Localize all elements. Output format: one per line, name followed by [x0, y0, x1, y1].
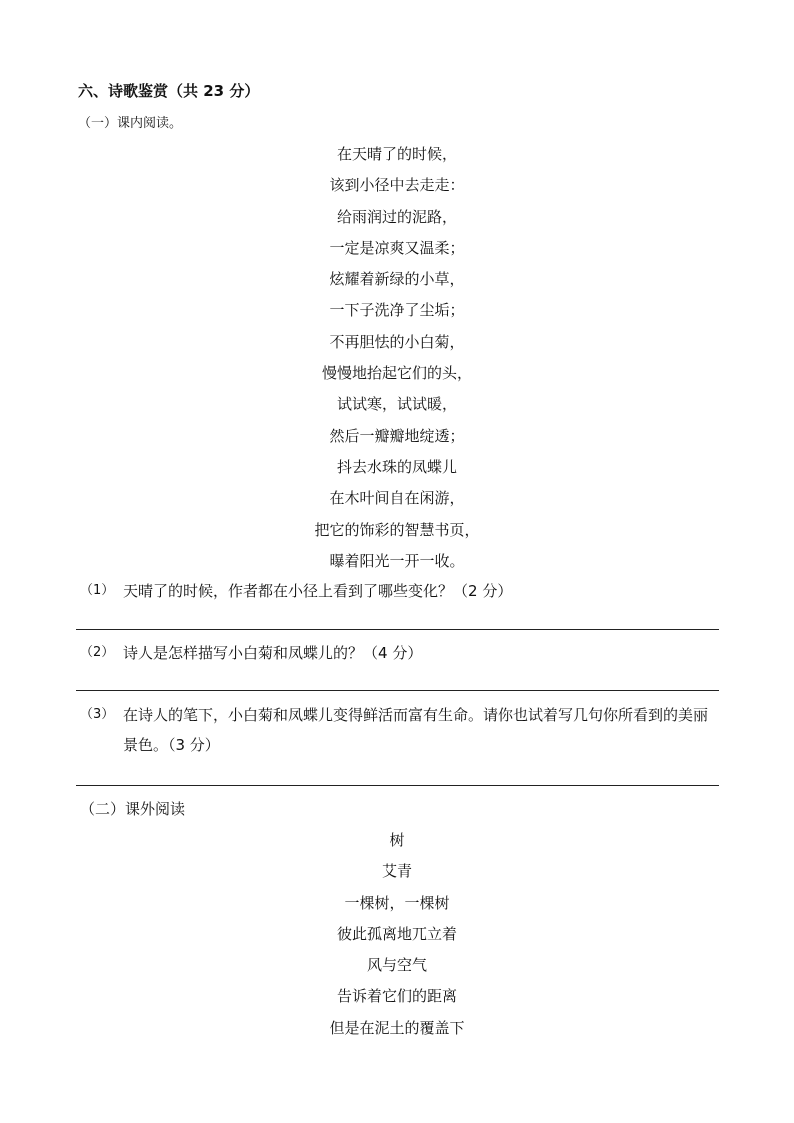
poem-author: 艾青 — [381, 862, 412, 881]
poem-line: 然后一瓣瓣地绽透； — [329, 426, 465, 445]
part2-poem — [0, 828, 794, 1047]
poem-title: 树 — [389, 831, 405, 849]
poem-line: 一下子洗净了尘垢； — [329, 301, 465, 320]
question-number: （3） — [80, 707, 115, 722]
poem-line: 慢慢地抬起它们的头， — [321, 364, 472, 383]
answer-line[interactable] — [76, 690, 719, 691]
question-3 — [80, 700, 720, 760]
answer-line[interactable] — [76, 629, 719, 630]
poem-line: 炫耀着新绿的小草， — [329, 270, 465, 289]
poem-line: 不再胆怯的小白菊， — [329, 332, 465, 351]
poem-line: 给雨润过的泥路， — [336, 207, 457, 226]
poem-line: 告诉着它们的距离 — [336, 987, 457, 1006]
question-number: （2） — [80, 645, 115, 660]
poem-line: 在木叶间自在闲游， — [329, 489, 465, 508]
part2-title: （二）课外阅读 — [80, 800, 186, 818]
poem-line: 风与空气 — [366, 956, 427, 975]
question-1 — [80, 576, 720, 606]
poem-line: 一棵树，一棵树 — [344, 893, 450, 912]
question-text: 在诗人的笔下，小白菊和凤蝶儿变得鲜活而富有生命。请你也试着写几句你所看到的美丽景色。（3 分） — [123, 706, 709, 754]
question-text: 天晴了的时候，作者都在小径上看到了哪些变化？（2 分） — [123, 582, 513, 600]
poem-line: 彼此孤离地兀立着 — [336, 924, 457, 943]
poem-line: 但是在泥土的覆盖下 — [329, 1018, 465, 1037]
poem-line: 曝着阳光一开一收。 — [329, 551, 465, 570]
question-number: （1） — [80, 583, 115, 598]
poem-line: 在天晴了的时候， — [336, 145, 457, 163]
poem-line: 试试寒，试试暖， — [336, 395, 457, 414]
part1-title: （一）课内阅读。 — [78, 116, 183, 131]
poem-line: 该到小径中去走走： — [329, 176, 465, 195]
poem-line: 抖去水珠的凤蝶儿 — [336, 457, 457, 476]
poem-line: 一定是凉爽又温柔； — [329, 238, 465, 257]
question-text: 诗人是怎样描写小白菊和凤蝶儿的？（4 分） — [123, 644, 423, 662]
section-title: 六、诗歌鉴赏（共 23 分） — [78, 82, 260, 100]
question-2 — [80, 638, 720, 668]
poem-line: 把它的饰彩的智慧书页， — [314, 520, 480, 539]
answer-line[interactable] — [76, 785, 719, 786]
part1-poem — [0, 142, 794, 580]
